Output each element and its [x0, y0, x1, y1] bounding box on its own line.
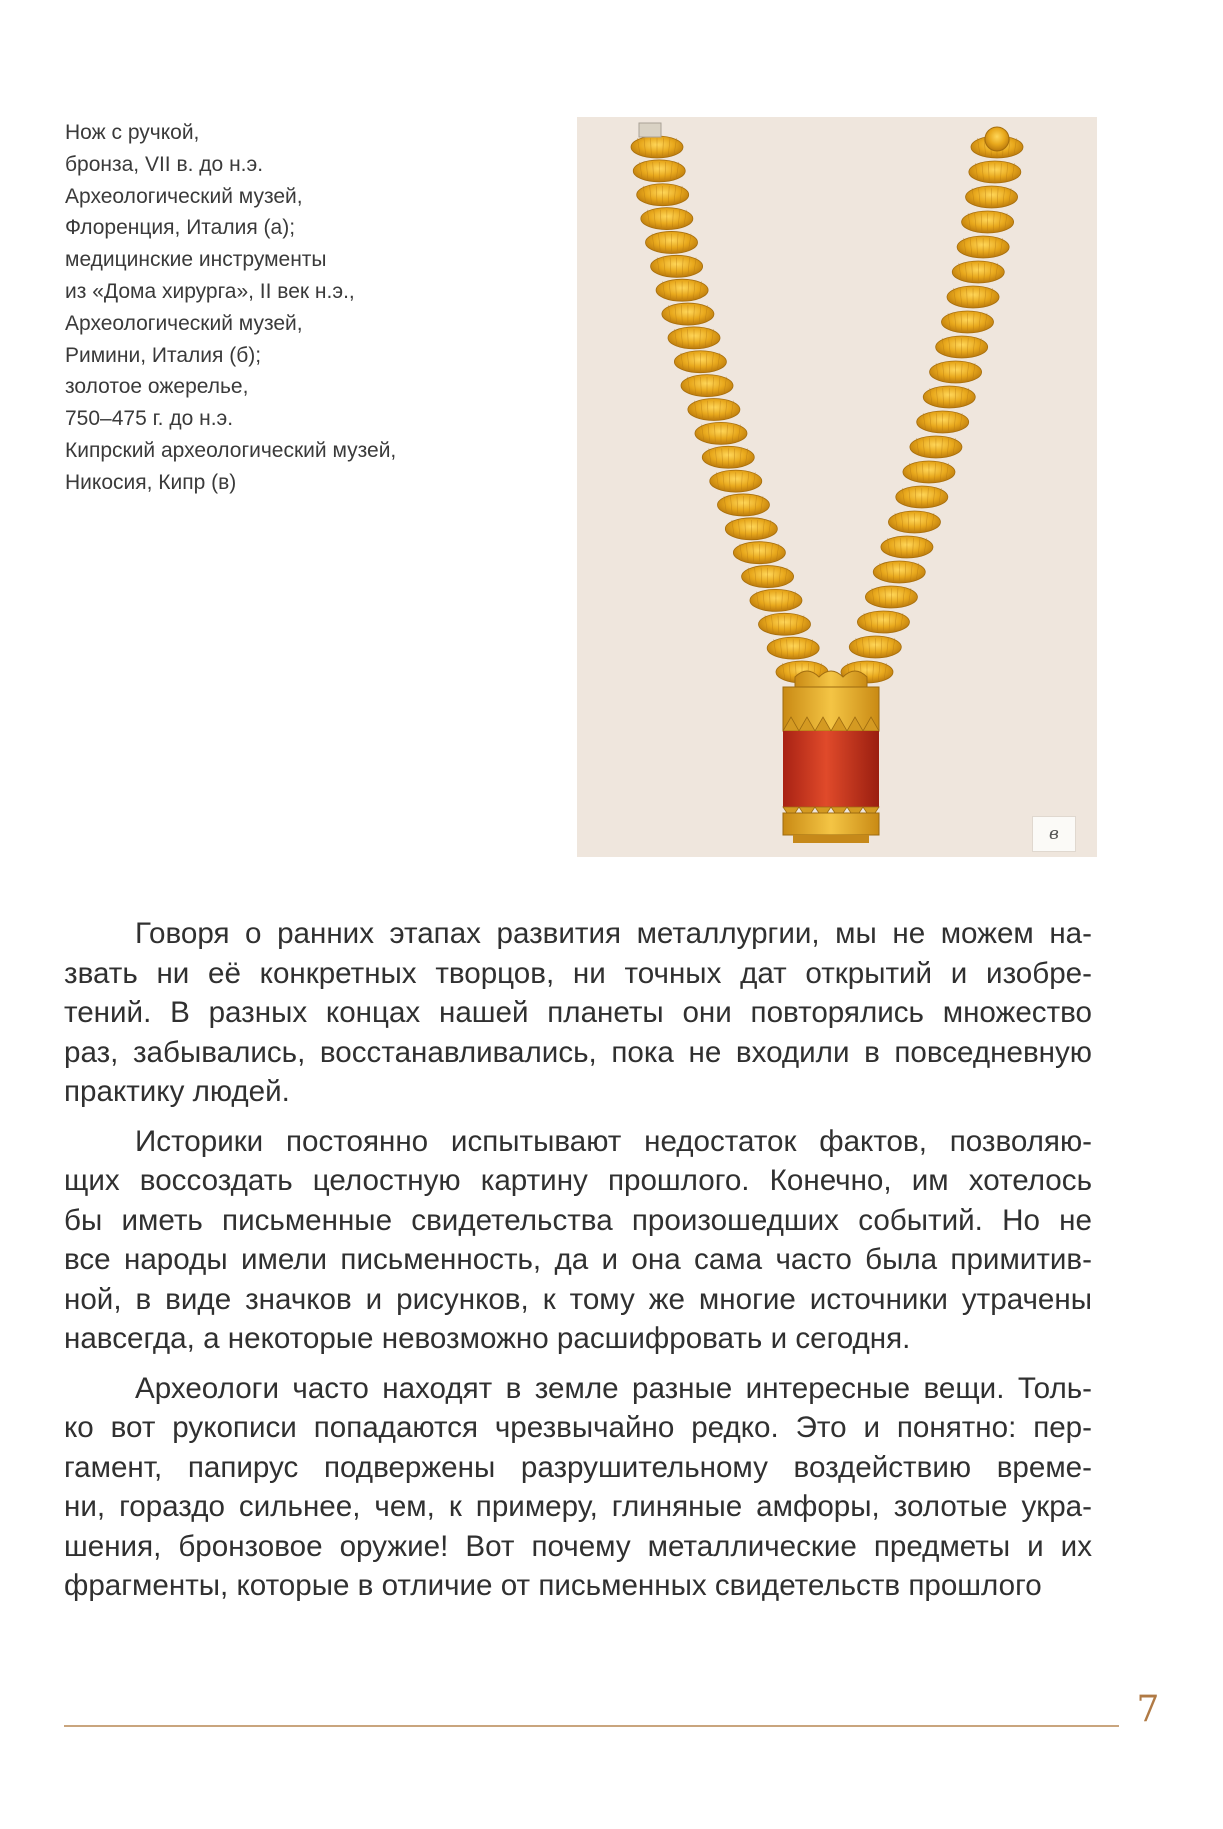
- text-line: навсегда, а некоторые невозможно расшифровать и сегодня.: [64, 1322, 911, 1355]
- text-line: фрагменты, которые в отличие от письменных свидетельств прошлого: [64, 1569, 1042, 1602]
- caption-line: медицинские инструменты: [65, 248, 327, 272]
- caption-line: Археологический музей,: [65, 184, 303, 208]
- caption-line: Археологический музей,: [65, 311, 303, 335]
- text-line: тений. В разных концах нашей планеты они повторялись множество: [64, 996, 1092, 1029]
- caption-line: Нож с ручкой,: [65, 121, 200, 144]
- text-line: Говоря о ранних этапах развития металлургии, мы не можем на-: [135, 917, 1092, 950]
- caption-line: из «Дома хирурга», II век н.э.,: [65, 279, 355, 303]
- gold-necklace-image: [577, 117, 1097, 857]
- necklace-photo: [577, 117, 1097, 857]
- paragraph: [64, 914, 1092, 1112]
- figure-label: в: [1032, 816, 1076, 852]
- caption-line: золотое ожерелье,: [65, 375, 249, 399]
- caption-line: Никосия, Кипр (в): [65, 470, 237, 494]
- text-line: все народы имели письменность, да и она сама часто была примитив-: [64, 1243, 1092, 1276]
- caption-line: Римини, Италия (б);: [65, 343, 262, 367]
- text-line: Историки постоянно испытывают недостаток фактов, позволяю-: [135, 1124, 1092, 1158]
- body-text: [64, 914, 1092, 1616]
- text-line: ни, гораздо сильнее, чем, к примеру, глиняные амфоры, золотые укра-: [64, 1490, 1092, 1523]
- text-line: шения, бронзовое оружие! Вот почему металлические предметы и их: [64, 1529, 1092, 1563]
- page-number: 7: [1136, 1689, 1160, 1730]
- text-line: ной, в виде значков и рисунков, к тому же многие источники утрачены: [64, 1282, 1092, 1316]
- text-line: щих воссоздать целостную картину прошлого. Конечно, им хотелось: [64, 1164, 1092, 1197]
- text-line: ко вот рукописи попадаются чрезвычайно редко. Это и понятно: пер-: [64, 1411, 1092, 1444]
- text-line: гамент, папирус подвержены разрушительному воздействию време-: [64, 1450, 1092, 1484]
- text-line: раз, забывались, восстанавливались, пока не входили в повседневную: [64, 1035, 1092, 1069]
- caption-line: 750–475 г. до н.э.: [65, 407, 234, 431]
- footer-rule: [64, 1725, 1119, 1727]
- figure-caption: [65, 117, 505, 499]
- text-line: Археологи часто находят в земле разные интересные вещи. Толь-: [135, 1371, 1092, 1405]
- paragraph: [64, 1369, 1092, 1606]
- caption-line: Кипрский археологический музей,: [65, 438, 397, 462]
- text-line: звать ни её конкретных творцов, ни точных дат открытий и изобре-: [64, 956, 1092, 990]
- paragraph: [64, 1122, 1092, 1359]
- text-line: бы иметь письменные свидетельства произошедших событий. Но не: [64, 1203, 1092, 1237]
- necklace-pendant: [783, 671, 879, 843]
- necklace-beads: [631, 123, 1023, 683]
- caption-line: бронза, VII в. до н.э.: [65, 152, 264, 176]
- caption-line: Флоренция, Италия (а);: [65, 216, 296, 240]
- text-line: практику людей.: [64, 1075, 290, 1108]
